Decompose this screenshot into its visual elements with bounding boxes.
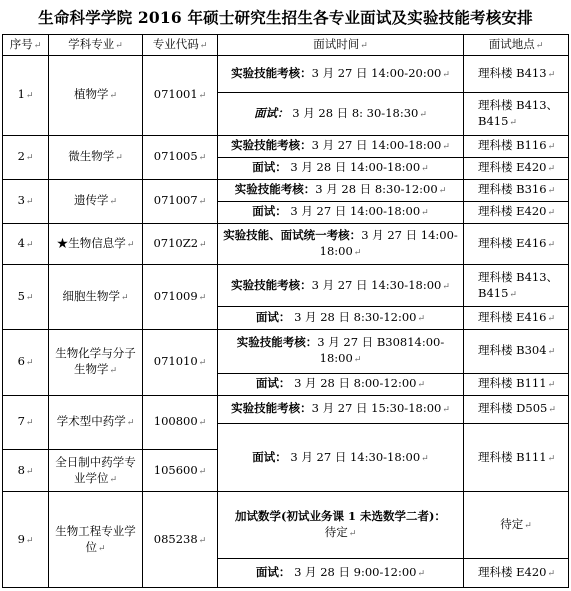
table-row bbox=[3, 135, 569, 157]
shared-session-place: 理科楼 B111↵ bbox=[464, 423, 569, 491]
session-time: 实验技能考核：3 月 27 日 15:30-18:00↵ bbox=[218, 395, 464, 423]
row-major: 学术型中药学↵ bbox=[49, 395, 143, 449]
table-row bbox=[3, 329, 569, 373]
shared-session-time: 面试： 3 月 27 日 14:30-18:00↵ bbox=[218, 423, 464, 491]
session-time: 实验技能、面试统一考核：3 月 27 日 14:00-18:00↵ bbox=[218, 223, 464, 264]
row-code: 071010↵ bbox=[143, 329, 218, 395]
row-major: 全日制中药学专业学位↵ bbox=[49, 450, 143, 492]
session-place: 理科楼 B413、B415↵ bbox=[464, 93, 569, 135]
table-row bbox=[3, 492, 569, 558]
document-title: 生命科学学院 2016 年硕士研究生招生各专业面试及实验技能考核安排 bbox=[38, 8, 533, 27]
row-no: 7↵ bbox=[3, 395, 49, 449]
row-major: 植物学↵ bbox=[49, 56, 143, 135]
row-no: 5↵ bbox=[3, 265, 49, 329]
session-place: 理科楼 B304↵ bbox=[464, 329, 569, 373]
session-place: 理科楼 B116↵ bbox=[464, 135, 569, 157]
row-major: 生物工程专业学位↵ bbox=[49, 492, 143, 588]
header-no: 序号↵ bbox=[3, 35, 49, 56]
session-place: 理科楼 B111↵ bbox=[464, 373, 569, 395]
header-code: 专业代码↵ bbox=[143, 35, 218, 56]
row-code: 0710Z2↵ bbox=[143, 223, 218, 264]
row-code: 105600↵ bbox=[143, 450, 218, 492]
row-code: 071007↵ bbox=[143, 179, 218, 223]
row-major: 遗传学↵ bbox=[49, 179, 143, 223]
session-time: 实验技能考核：3 月 27 日 B30814:00-18:00↵ bbox=[218, 329, 464, 373]
session-place: 理科楼 E420↵ bbox=[464, 201, 569, 223]
table-row bbox=[3, 56, 569, 93]
session-time: 实验技能考核：3 月 27 日 14:00-20:00↵ bbox=[218, 56, 464, 93]
header-place: 面试地点↵ bbox=[464, 35, 569, 56]
row-major: 细胞生物学↵ bbox=[49, 265, 143, 329]
row-no: 8↵ bbox=[3, 450, 49, 492]
row-code: 071005↵ bbox=[143, 135, 218, 179]
row-no: 4↵ bbox=[3, 223, 49, 264]
row-no: 2↵ bbox=[3, 135, 49, 179]
session-place: 理科楼 E420↵ bbox=[464, 157, 569, 179]
session-time: 实验技能考核：3 月 27 日 14:30-18:00↵ bbox=[218, 265, 464, 307]
session-place: 待定↵ bbox=[464, 492, 569, 558]
session-place: 理科楼 E420↵ bbox=[464, 558, 569, 587]
header-major: 学科专业↵ bbox=[49, 35, 143, 56]
row-code: 100800↵ bbox=[143, 395, 218, 449]
session-time: 实验技能考核：3 月 28 日 8:30-12:00↵ bbox=[218, 179, 464, 201]
session-place: 理科楼 B413、B415↵ bbox=[464, 265, 569, 307]
table-row bbox=[3, 395, 569, 423]
row-major: 微生物学↵ bbox=[49, 135, 143, 179]
session-place: 理科楼 B413↵ bbox=[464, 56, 569, 93]
session-place: 理科楼 D505↵ bbox=[464, 395, 569, 423]
row-no: 3↵ bbox=[3, 179, 49, 223]
schedule-table bbox=[2, 34, 569, 588]
header-time: 面试时间↵ bbox=[218, 35, 464, 56]
session-place: 理科楼 E416↵ bbox=[464, 307, 569, 329]
session-time: 面试： 3 月 28 日 8: 30-18:30↵ bbox=[218, 93, 464, 135]
row-code: 071001↵ bbox=[143, 56, 218, 135]
row-major: 生物化学与分子生物学↵ bbox=[49, 329, 143, 395]
table-row bbox=[3, 179, 569, 201]
table-row bbox=[3, 223, 569, 264]
session-time: 面试： 3 月 28 日 9:00-12:00↵ bbox=[218, 558, 464, 587]
session-time: 面试： 3 月 28 日 14:00-18:00↵ bbox=[218, 157, 464, 179]
session-time: 面试： 3 月 27 日 14:00-18:00↵ bbox=[218, 201, 464, 223]
row-no: 9↵ bbox=[3, 492, 49, 588]
row-no: 1↵ bbox=[3, 56, 49, 135]
session-time: 加试数学(初试业务课 1 未选数学二者)： 待定↵ bbox=[218, 492, 464, 558]
row-code: 071009↵ bbox=[143, 265, 218, 329]
session-time: 面试： 3 月 28 日 8:00-12:00↵ bbox=[218, 373, 464, 395]
row-code: 085238↵ bbox=[143, 492, 218, 588]
session-time: 面试： 3 月 28 日 8:30-12:00↵ bbox=[218, 307, 464, 329]
table-row bbox=[3, 265, 569, 307]
row-major: ★生物信息学↵ bbox=[49, 223, 143, 264]
session-place: 理科楼 B316↵ bbox=[464, 179, 569, 201]
session-time: 实验技能考核：3 月 27 日 14:00-18:00↵ bbox=[218, 135, 464, 157]
row-no: 6↵ bbox=[3, 329, 49, 395]
header-row bbox=[3, 35, 569, 56]
session-place: 理科楼 E416↵ bbox=[464, 223, 569, 264]
